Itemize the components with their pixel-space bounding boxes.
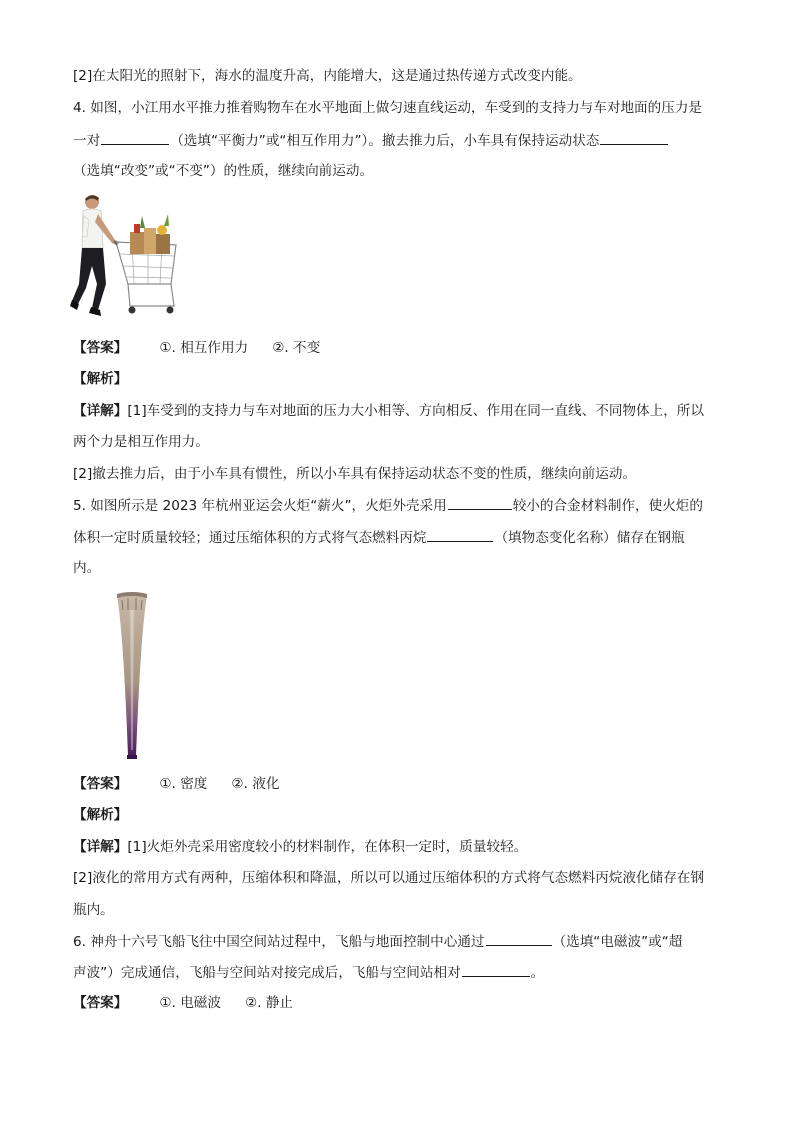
q4-detail-line-2 <box>73 432 209 452</box>
q4-detail-line-1 <box>73 401 704 421</box>
text: [1]火炬外壳采用密度较小的材料制作，在体积一定时，质量较轻。 <box>127 839 528 855</box>
q4-stem-line-3 <box>73 161 373 181</box>
q3-explanation-line <box>73 66 582 86</box>
q6-stem-line-1 <box>73 931 682 952</box>
answer-value: 电磁波 <box>180 995 221 1011</box>
answer-value: 密度 <box>180 776 208 792</box>
text: 声波”）完成通信，飞船与空间站对接完成后，飞船与空间站相对 <box>73 965 461 981</box>
text: （选填“电磁波”或“超 <box>552 934 683 950</box>
q4-analysis-label-line <box>73 369 127 389</box>
q4-detail-line-3 <box>73 464 636 484</box>
text: 较小的合金材料制作，使火炬的 <box>512 498 703 514</box>
analysis-label: 【解析】 <box>73 371 128 387</box>
detail-label: 【详解】 <box>73 839 128 855</box>
answer-blank[interactable] <box>427 527 493 542</box>
q4-stem-line-1 <box>73 98 702 118</box>
text: [2]撤去推力后，由于小车具有惯性，所以小车具有保持运动状态不变的性质，继续向前运动。 <box>73 466 637 482</box>
q5-detail-line-2 <box>73 868 704 888</box>
cart-wheel <box>129 307 136 314</box>
q5-analysis-label-line <box>73 805 127 825</box>
answer-value: 液化 <box>252 776 280 792</box>
q4-answer-line <box>73 338 320 358</box>
answer-value: 静止 <box>265 995 294 1011</box>
q6-stem-line-2 <box>73 962 544 983</box>
text: （选填“改变”或“不变”）的性质，继续向前运动。 <box>73 163 374 179</box>
grocery-bag <box>130 232 144 254</box>
option-number: ①. <box>159 995 176 1011</box>
option-number: ②. <box>245 995 262 1011</box>
answer-blank[interactable] <box>101 130 169 145</box>
option-number: ②. <box>231 776 248 792</box>
q5-detail-line-1 <box>73 837 527 857</box>
q5-answer-line <box>73 774 279 794</box>
text: 体积一定时质量较轻；通过压缩体积的方式将气态燃料丙烷 <box>73 530 427 546</box>
torch-illustration <box>114 590 150 762</box>
text: 4. 如图，小江用水平推力推着购物车在水平地面上做匀速直线运动，车受到的支持力与车对地面的压力是 <box>73 100 703 116</box>
option-number: ②. <box>272 340 289 356</box>
text: [2]液化的常用方式有两种，压缩体积和降温，所以可以通过压缩体积的方式将气态燃料丙烷液化储存在钢 <box>73 870 704 886</box>
q5-stem-line-1 <box>73 495 703 516</box>
option-number: ①. <box>159 776 176 792</box>
answer-label: 【答案】 <box>73 340 128 356</box>
q6-answer-line <box>73 993 293 1013</box>
q5-stem-line-2 <box>73 527 685 548</box>
text: （选填“平衡力”或“相互作用力”）。撤去推力后，小车具有保持运动状态 <box>170 133 600 149</box>
person-pants <box>72 248 106 310</box>
answer-blank[interactable] <box>600 130 668 145</box>
text: （填物态变化名称）储存在钢瓶 <box>494 530 685 546</box>
shopping-cart-illustration <box>70 192 182 324</box>
answer-value: 相互作用力 <box>180 340 249 356</box>
text: 内。 <box>73 560 101 576</box>
q5-detail-line-3 <box>73 900 114 920</box>
option-number: ①. <box>159 340 176 356</box>
q5-stem-line-3 <box>73 558 100 578</box>
text: [2]在太阳光的照射下，海水的温度升高，内能增大，这是通过热传递方式改变内能。 <box>73 68 582 84</box>
answer-label: 【答案】 <box>73 776 128 792</box>
text: 一对 <box>73 133 101 149</box>
answer-blank[interactable] <box>462 962 530 977</box>
detail-label: 【详解】 <box>73 403 128 419</box>
answer-label: 【答案】 <box>73 995 128 1011</box>
text: 6. 神舟十六号飞船飞往中国空间站过程中，飞船与地面控制中心通过 <box>73 934 485 950</box>
text: 。 <box>530 965 545 981</box>
cart-wheel <box>167 307 174 314</box>
text: 5. 如图所示是 2023 年杭州亚运会火炬“薪火”，火炬外壳采用 <box>73 498 447 514</box>
q4-stem-line-2 <box>73 130 669 151</box>
analysis-label: 【解析】 <box>73 807 128 823</box>
text: [1]车受到的支持力与车对地面的压力大小相等、方向相反、作用在同一直线、不同物体上，所以 <box>127 403 704 419</box>
answer-blank[interactable] <box>448 495 512 510</box>
answer-value: 不变 <box>293 340 321 356</box>
text: 瓶内。 <box>73 902 114 918</box>
text: 两个力是相互作用力。 <box>73 434 209 450</box>
answer-blank[interactable] <box>486 931 552 946</box>
